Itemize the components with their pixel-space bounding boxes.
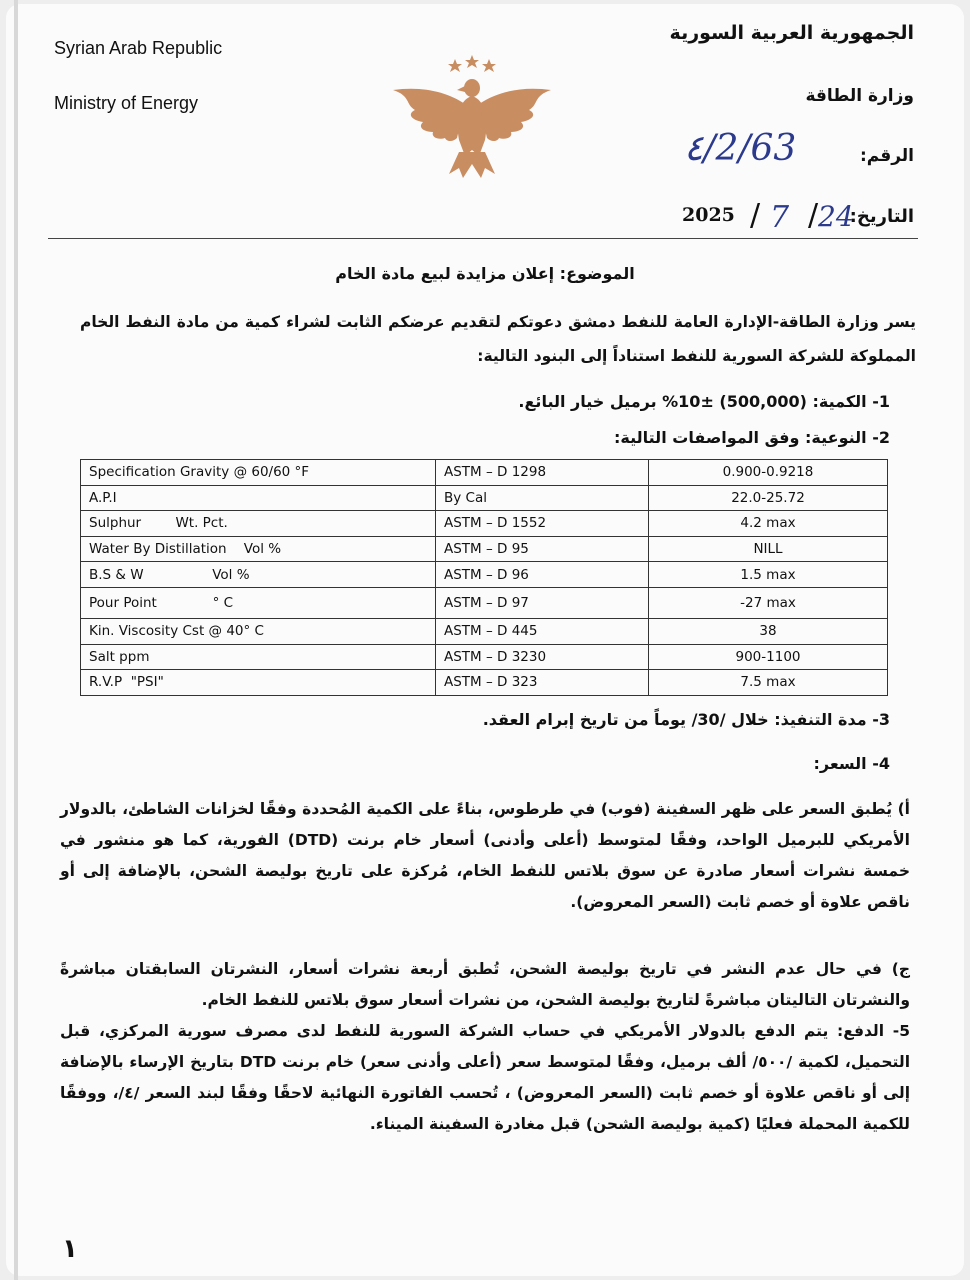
table-row — [81, 536, 888, 562]
spec-method: By Cal — [436, 485, 649, 511]
price-clause-c: ج) في حال عدم النشر في تاريخ بوليصة الشحن، تُطبق أربعة نشرات أسعار، النشرتان السابقتان مباشرةً والنشرتان التاليتان مباشرةً لتاريخ بوليصة الشحن، من نشرات أسعار سوق بلاتس للنفط الخام. — [60, 960, 910, 1009]
ref-label: الرقم: — [859, 146, 914, 166]
spec-property: B.S & W Vol % — [81, 562, 436, 588]
spec-property: Water By Distillation Vol % — [81, 536, 436, 562]
spec-property: A.P.I — [81, 485, 436, 511]
country-en: Syrian Arab Republic — [54, 38, 223, 58]
header-divider — [48, 238, 918, 239]
spec-value: 4.2 max — [649, 511, 888, 537]
page-number: ١ — [62, 1234, 78, 1264]
spec-value: NILL — [649, 536, 888, 562]
table-row — [81, 644, 888, 670]
spec-value: 1.5 max — [649, 562, 888, 588]
subject-line: الموضوع: إعلان مزايدة لبيع مادة الخام — [335, 264, 635, 283]
spec-property: Pour Point ° C — [81, 587, 436, 618]
spec-method: ASTM – D 323 — [436, 670, 649, 696]
item-duration: 3- مدة التنفيذ: خلال /30/ يوماً من تاريخ إبرام العقد. — [482, 710, 890, 729]
item-quantity: 1- الكمية: (500,000) ±10% برميل خيار البائع. — [518, 392, 890, 411]
spec-property: R.V.P "PSI" — [81, 670, 436, 696]
spec-method: ASTM – D 97 — [436, 587, 649, 618]
date-year: 2025 — [682, 204, 735, 226]
page-edge — [14, 0, 18, 1280]
spec-method: ASTM – D 3230 — [436, 644, 649, 670]
date-separator-1: / — [750, 198, 761, 233]
spec-value: 0.900-0.9218 — [649, 460, 888, 486]
table-row — [81, 562, 888, 588]
item-quality: 2- النوعية: وفق المواصفات التالية: — [614, 428, 890, 447]
spec-table — [80, 459, 888, 696]
date-month-handwritten: 7 — [770, 200, 790, 235]
table-row — [81, 618, 888, 644]
spec-value: 22.0-25.72 — [649, 485, 888, 511]
price-clause-a: أ) يُطبق السعر على ظهر السفينة (فوب) في طرطوس، بناءً على الكمية المُحددة وفقًا لخزانات الشاطئ، بالدولار الأمريكي للبرميل الواحد، وفقًا لمتوسط (أعلى وأدنى) أسعار خام برنت (DTD) الفورية، كما هو منشور في خمسة نشرات أسعار صادرة عن سوق بلاتس للنفط الخام، مُركزة على تاريخ بوليصة الشحن، بالإضافة إلى أو ناقص علاوة أو خصم ثابت (السعر المعروض). — [60, 800, 910, 911]
date-label: التاريخ: — [849, 206, 914, 227]
table-row — [81, 511, 888, 537]
spec-property: Kin. Viscosity Cst @ 40° C — [81, 618, 436, 644]
spec-property: Salt ppm — [81, 644, 436, 670]
spec-method: ASTM – D 1298 — [436, 460, 649, 486]
ministry-en: Ministry of Energy — [54, 93, 199, 113]
spec-value: 900-1100 — [649, 644, 888, 670]
item-payment: 5- الدفع: يتم الدفع بالدولار الأمريكي في حساب الشركة السورية للنفط لدى مصرف سورية المركزي، قبل التحميل، لكمية /٥٠٠/ ألف برميل، وفقًا لمتوسط سعر (أعلى وأدنى سعر) خام برنت DTD بتاريخ الإرساء بالإضافة إلى أو ناقص علاوة أو خصم ثابت (السعر المعروض) ، تُحسب الفاتورة النهائية لاحقًا وفقًا لبند السعر /٤/، ووفقًا للكمية المحملة فعليًا (كمية بوليصة الشحن) قبل مغادرة السفينة الميناء. — [60, 1022, 911, 1133]
date-separator-2: / — [808, 198, 819, 233]
spec-property: Specification Gravity @ 60/60 °F — [81, 460, 436, 486]
intro-paragraph: يسر وزارة الطاقة-الإدارة العامة للنفط دمشق دعوتكم لتقديم عرضكم الثابت لشراء كمية من مادة النفط الخام المملوكة للشركة السورية للنفط استناداً إلى البنود التالية: — [80, 313, 916, 365]
spec-property: Sulphur Wt. Pct. — [81, 511, 436, 537]
ref-number-handwritten: ٤/2/63 — [684, 128, 797, 169]
date-day-handwritten: 24 — [818, 200, 854, 233]
table-row — [81, 587, 888, 618]
spec-method: ASTM – D 96 — [436, 562, 649, 588]
country-ar: الجمهورية العربية السورية — [669, 22, 914, 44]
table-row — [81, 670, 888, 696]
eagle-emblem-icon — [387, 52, 557, 182]
spec-method: ASTM – D 1552 — [436, 511, 649, 537]
ministry-ar: وزارة الطاقة — [805, 86, 914, 106]
table-row — [81, 485, 888, 511]
spec-value: -27 max — [649, 587, 888, 618]
spec-method: ASTM – D 445 — [436, 618, 649, 644]
spec-value: 7.5 max — [649, 670, 888, 696]
table-row — [81, 460, 888, 486]
item-price: 4- السعر: — [813, 754, 890, 773]
spec-method: ASTM – D 95 — [436, 536, 649, 562]
spec-value: 38 — [649, 618, 888, 644]
